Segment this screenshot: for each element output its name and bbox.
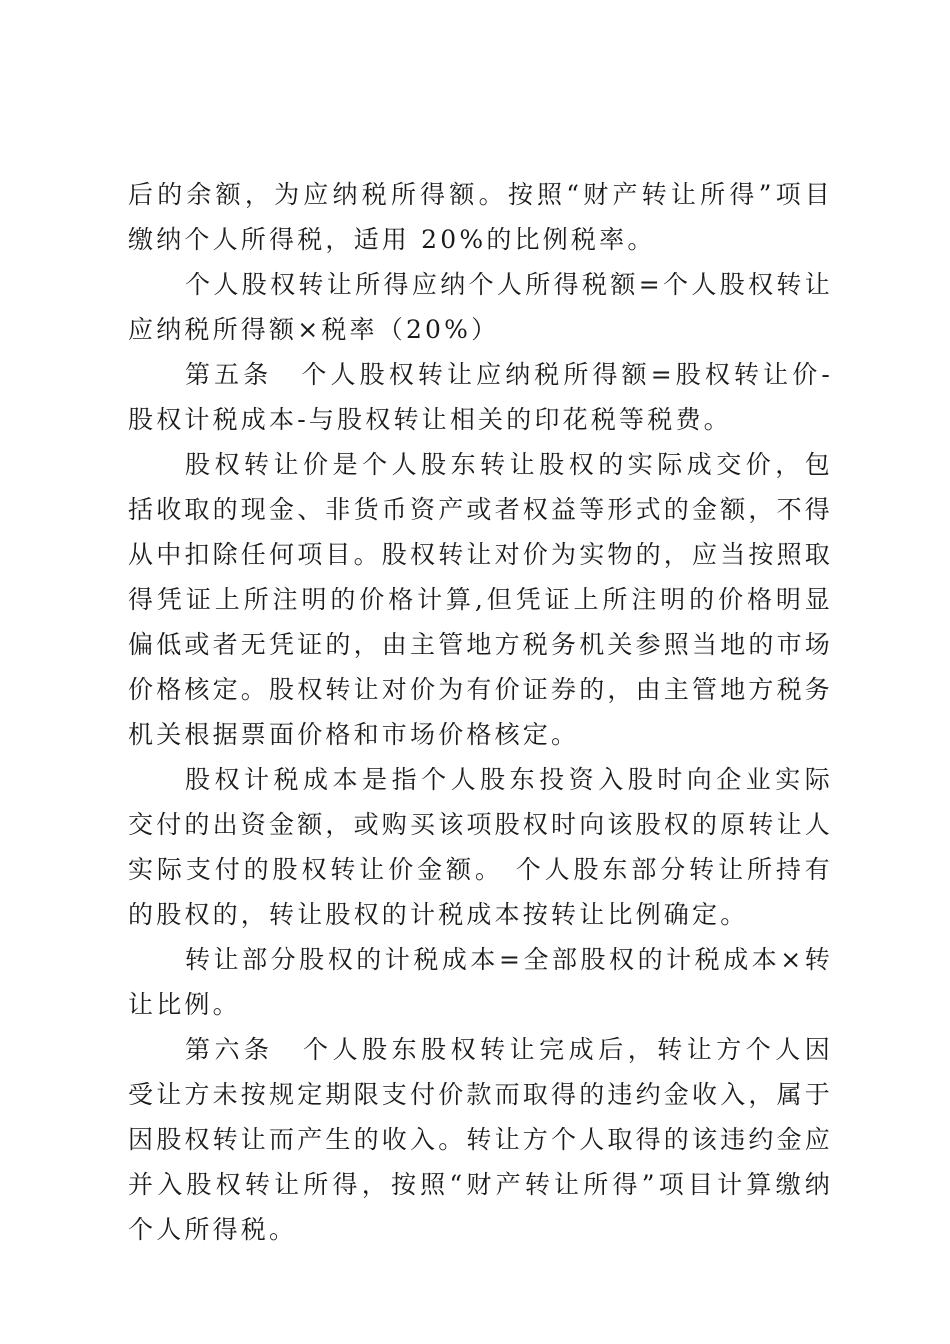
paragraph: 股权转让价是个人股东转让股权的实际成交价，包括收取的现金、非货币资产或者权益等形式的金额，不得从中扣除任何项目。股权转让对价为实物的，应当按照取得凭证上所注明的价格计算,但凭证上所注明的价格明显偏低或者无凭证的，由主管地方税务机关参照当地的市场价格核定。股权转让对价为有价证券的，由主管地方税务机关根据票面价格和市场价格核定。 bbox=[128, 450, 834, 749]
paragraph: 股权计税成本是指个人股东投资入股时向企业实际交付的出资金额，或购买该项股权时向该股权的原转让人实际支付的股权转让价金额。 个人股东部分转让所持有的股权的，转让股权的计税成本按转让比例确定。 bbox=[128, 765, 834, 929]
paragraph: 转让部分股权的计税成本=全部股权的计税成本×转让比例。 bbox=[128, 945, 833, 1019]
paragraph: 后的余额，为应纳税所得额。按照“财产转让所得”项目缴纳个人所得税，适用 20%的比例税率。 bbox=[128, 180, 833, 254]
paragraph: 个人股权转让所得应纳个人所得税额=个人股权转让应纳税所得额×税率（20%） bbox=[128, 270, 833, 344]
document-body bbox=[128, 172, 833, 1252]
paragraph: 第五条 个人股权转让应纳税所得额=股权转让价-股权计税成本-与股权转让相关的印花税等税费。 bbox=[128, 360, 833, 434]
paragraph: 第六条 个人股东股权转让完成后，转让方个人因受让方未按规定期限支付价款而取得的违约金收入，属于因股权转让而产生的收入。转让方个人取得的该违约金应并入股权转让所得，按照“财产转让所得”项目计算缴纳个人所得税。 bbox=[128, 1035, 834, 1244]
